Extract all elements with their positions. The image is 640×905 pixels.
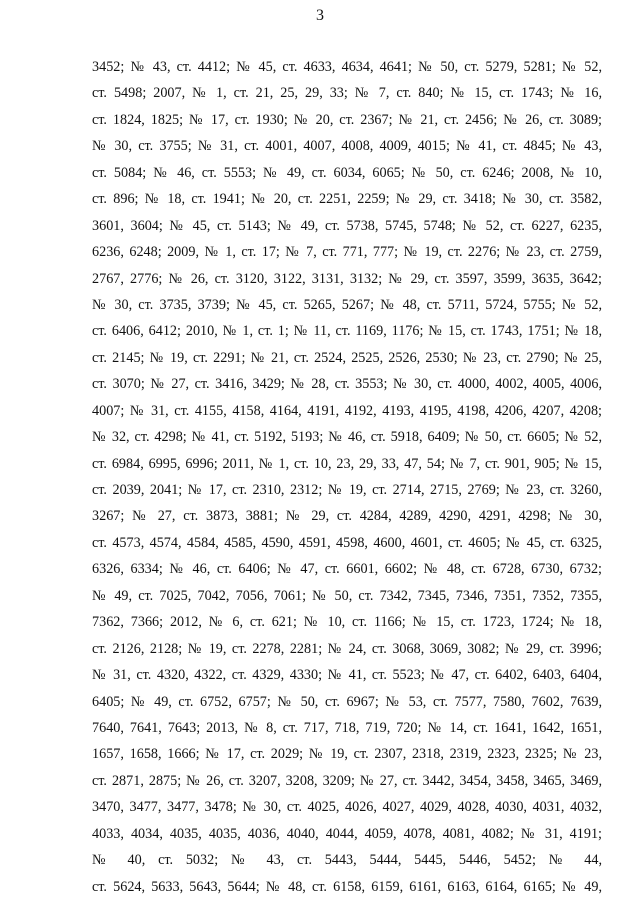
page-number: 3 <box>316 7 324 24</box>
text-line: 3452; № 43, ст. 4412; № 45, ст. 4633, 4634, 4641; № 50, ст. 5279, 5281; № 52, <box>92 59 602 75</box>
text-line: ст. 2039, 2041; № 17, ст. 2310, 2312; № 19, ст. 2714, 2715, 2769; № 23, ст. 3260, <box>92 482 602 498</box>
text-line: 4007; № 31, ст. 4155, 4158, 4164, 4191, 4192, 4193, 4195, 4198, 4206, 4207, 4208; <box>92 402 602 419</box>
text-line: ст. 896; № 18, ст. 1941; № 20, ст. 2251, 2259; № 29, ст. 3418; № 30, ст. 3582, <box>92 191 602 208</box>
text-line: ст. 4573, 4574, 4584, 4585, 4590, 4591, 4598, 4600, 4601, ст. 4605; № 45, ст. 6325, <box>92 534 602 551</box>
text-line: 6236, 6248; 2009, № 1, ст. 17; № 7, ст. 771, 777; № 19, ст. 2276; № 23, ст. 2759, <box>92 244 602 261</box>
body-text <box>92 54 602 900</box>
text-line: 3470, 3477, 3477, 3478; № 30, ст. 4025, 4026, 4027, 4029, 4028, 4030, 4031, 4032, <box>92 799 602 816</box>
text-line: № 40, ст. 5032; № 43, ст. 5443, 5444, 5445, 5446, 5452; № 44, <box>92 852 602 869</box>
text-line: 3601, 3604; № 45, ст. 5143; № 49, ст. 5738, 5745, 5748; № 52, ст. 6227, 6235, <box>92 217 602 234</box>
text-line: ст. 6984, 6995, 6996; 2011, № 1, ст. 10, 23, 29, 33, 47, 54; № 7, ст. 901, 905; № 15, <box>92 455 602 472</box>
text-line: ст. 2145; № 19, ст. 2291; № 21, ст. 2524, 2525, 2526, 2530; № 23, ст. 2790; № 25, <box>92 349 602 366</box>
text-line: 7362, 7366; 2012, № 6, ст. 621; № 10, ст. 1166; № 15, ст. 1723, 1724; № 18, <box>92 614 602 631</box>
text-line: ст. 5624, 5633, 5643, 5644; № 48, ст. 6158, 6159, 6161, 6163, 6164, 6165; № 49, <box>92 878 602 895</box>
text-line: ст. 2871, 2875; № 26, ст. 3207, 3208, 3209; № 27, ст. 3442, 3454, 3458, 3465, 3469, <box>92 772 602 789</box>
text-line: ст. 6406, 6412; 2010, № 1, ст. 1; № 11, ст. 1169, 1176; № 15, ст. 1743, 1751; № 18, <box>92 323 602 340</box>
text-line: № 32, ст. 4298; № 41, ст. 5192, 5193; № 46, ст. 5918, 6409; № 50, ст. 6605; № 52, <box>92 429 602 446</box>
text-line: 6405; № 49, ст. 6752, 6757; № 50, ст. 6967; № 53, ст. 7577, 7580, 7602, 7639, <box>92 693 602 710</box>
text-line: 2767, 2776; № 26, ст. 3120, 3122, 3131, 3132; № 29, ст. 3597, 3599, 3635, 3642; <box>92 270 602 287</box>
text-line: 4033, 4034, 4035, 4035, 4036, 4040, 4044, 4059, 4078, 4081, 4082; № 31, 4191; <box>92 825 602 842</box>
text-line: 7640, 7641, 7643; 2013, № 8, ст. 717, 718, 719, 720; № 14, ст. 1641, 1642, 1651, <box>92 719 602 736</box>
text-line: № 31, ст. 4320, 4322, ст. 4329, 4330; № 41, ст. 5523; № 47, ст. 6402, 6403, 6404, <box>92 667 602 684</box>
text-line: ст. 5084; № 46, ст. 5553; № 49, ст. 6034, 6065; № 50, ст. 6246; 2008, № 10, <box>92 164 602 181</box>
text-line: № 30, ст. 3735, 3739; № 45, ст. 5265, 5267; № 48, ст. 5711, 5724, 5755; № 52, <box>92 296 602 313</box>
text-line: ст. 3070; № 27, ст. 3416, 3429; № 28, ст. 3553; № 30, ст. 4000, 4002, 4005, 4006, <box>92 376 602 393</box>
text-line: № 49, ст. 7025, 7042, 7056, 7061; № 50, ст. 7342, 7345, 7346, 7351, 7352, 7355, <box>92 587 602 604</box>
text-line: 6326, 6334; № 46, ст. 6406; № 47, ст. 6601, 6602; № 48, ст. 6728, 6730, 6732; <box>92 561 602 578</box>
text-line: ст. 5498; 2007, № 1, ст. 21, 25, 29, 33; № 7, ст. 840; № 15, ст. 1743; № 16, <box>92 85 602 102</box>
text-line: ст. 1824, 1825; № 17, ст. 1930; № 20, ст. 2367; № 21, ст. 2456; № 26, ст. 3089; <box>92 111 602 128</box>
text-line: 3267; № 27, ст. 3873, 3881; № 29, ст. 4284, 4289, 4290, 4291, 4298; № 30, <box>92 508 602 525</box>
text-line: № 30, ст. 3755; № 31, ст. 4001, 4007, 4008, 4009, 4015; № 41, ст. 4845; № 43, <box>92 138 602 155</box>
text-line: 1657, 1658, 1666; № 17, ст. 2029; № 19, ст. 2307, 2318, 2319, 2323, 2325; № 23, <box>92 746 602 763</box>
text-line: ст. 2126, 2128; № 19, ст. 2278, 2281; № 24, ст. 3068, 3069, 3082; № 29, ст. 3996; <box>92 640 602 657</box>
